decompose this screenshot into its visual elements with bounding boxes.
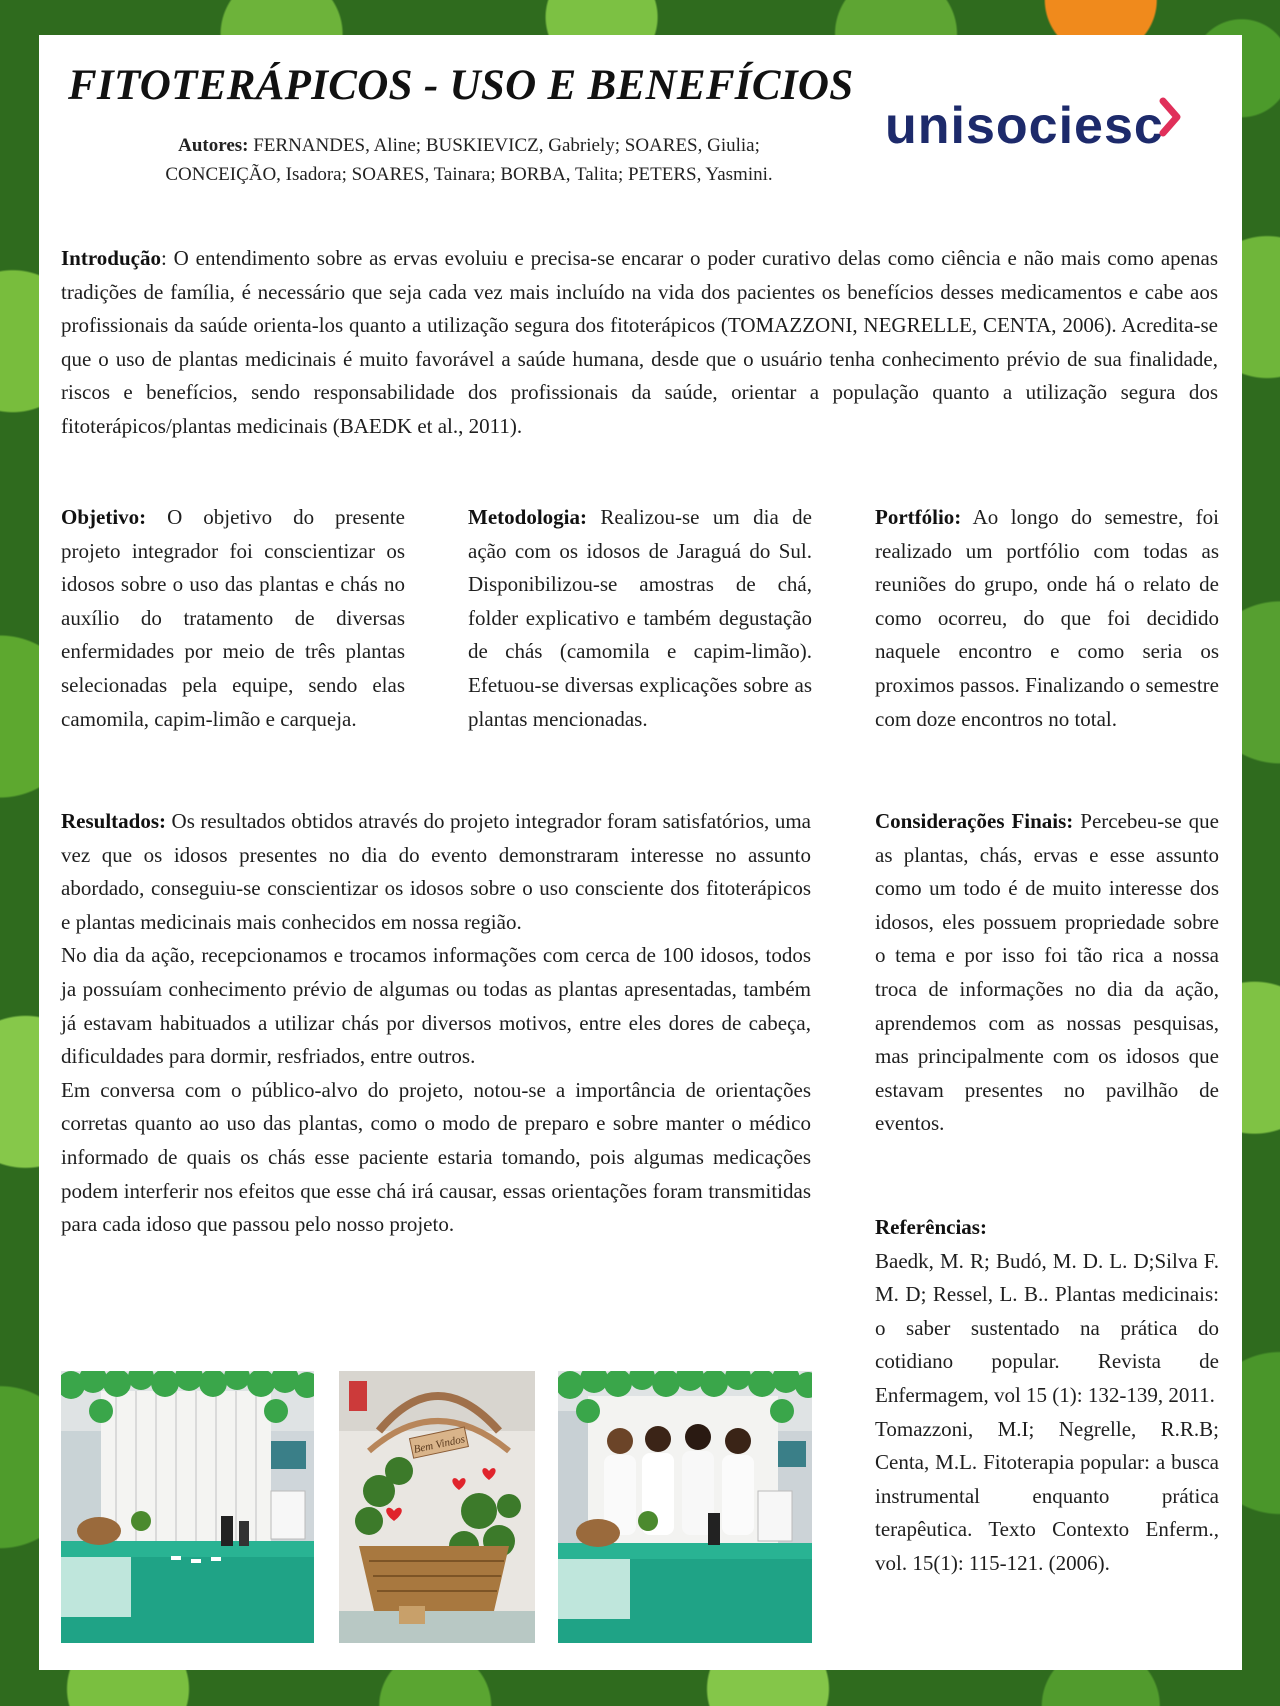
section-resultados <box>61 805 811 1242</box>
poster-panel <box>39 35 1242 1670</box>
introducao-text: : O entendimento sobre as ervas evoluiu e precisa-se encarar o poder curativo delas como ciência e não mais como apenas tradições de família, é necessário que seja cada vez mais incluído na vida dos pacientes os benefícios desses medicamentos e cabe aos profissionais da saúde orienta-los quanto a utilização segura dos fitoterápicos (TOMAZZONI, NEGRELLE, CENTA, 2006). Acredita-se que o uso de plantas medicinais é muito favorável a saúde humana, desde que o usuário tenha conhecimento prévio de sua finalidade, riscos e benefícios, sendo responsabilidade dos profissionais da saúde, orientar a população quanto a utilização segura dos fitoterápicos/plantas medicinais (BAEDK et al., 2011). <box>61 246 1218 438</box>
event-photo-basket <box>339 1371 535 1643</box>
introducao-heading: Introdução <box>61 246 161 270</box>
resultados-paragraph-1 <box>61 805 811 939</box>
section-referencias <box>875 1211 1219 1581</box>
poster-title: FITOTERÁPICOS - USO E BENEFÍCIOS <box>68 62 854 109</box>
logo-text: unisociesc <box>885 97 1164 155</box>
referencias-heading: Referências: <box>875 1215 987 1239</box>
resultados-p2: No dia da ação, recepcionamos e trocamos informações com cerca de 100 idosos, todos ja possuíam conhecimento prévio de algumas ou todas as plantas apresentadas, também já estavam habituados a utilizar chás por diversos motivos, entre eles dores de cabeça, dificuldades para dormir, resfriados, entre outros. <box>61 943 811 1069</box>
reference-2: Tomazzoni, M.I; Negrelle, R.R.B; Centa, M.L. Fitoterapia popular: a busca instrumental enquanto prática terapêutica. Texto Contexto Enferm., vol. 15(1): 115-121. (2006). <box>875 1416 1219 1575</box>
authors <box>149 131 789 189</box>
resultados-p1: Os resultados obtidos através do projeto integrador foram satisfatórios, uma vez que os idosos presentes no dia do evento demonstraram interesse no assunto abordado, conseguiu-se conscientizar os idosos sobre o uso consciente dos fitoterápicos e plantas medicinais mais conhecidos em nossa região. <box>61 809 811 934</box>
unisociesc-logo <box>885 95 1185 155</box>
consideracoes-text: Percebeu-se que as plantas, chás, ervas e esse assunto como um todo é de muito interesse dos idosos, eles possuem propriedade sobre o tema e por isso foi tão rica a nossa troca de informações no dia da ação, aprendemos com as nossas pesquisas, mas principalmente com os idosos que estavam presentes no pavilhão de eventos. <box>875 809 1219 1136</box>
objetivo-heading: Objetivo: <box>61 505 147 529</box>
event-photo-table <box>61 1371 314 1643</box>
section-objetivo <box>61 501 405 736</box>
resultados-p3: Em conversa com o público-alvo do projeto, notou-se a importância de orientações corretas quanto ao uso das plantas, como o modo de preparo e sobre manter o médico informado de quais os chás esse paciente estaria tomando, pois algumas medicações podem interferir nos efeitos que esse chá irá causar, essas orientações foram transmitidas para cada idoso que passou pelo nosso projeto. <box>61 1077 811 1237</box>
welcome-sign-text: Bem Vindos <box>412 1433 467 1456</box>
consideracoes-heading: Considerações Finais: <box>875 809 1074 833</box>
logo-chevron-icon <box>1163 101 1177 133</box>
section-introducao <box>61 242 1218 444</box>
metodologia-heading: Metodologia: <box>468 505 587 529</box>
portfolio-text: Ao longo do semestre, foi realizado um portfólio com todas as reuniões do grupo, onde há o relato de como ocorreu, do que foi decidido naquele encontro e como seria os proximos passos. Finalizando o semestre com doze encontros no total. <box>875 505 1219 731</box>
authors-label: Autores: <box>178 135 249 156</box>
reference-1: Baedk, M. R; Budó, M. D. L. D;Silva F. M. D; Ressel, L. B.. Plantas medicinais: o saber sustentado na prática do cotidiano popular. Revista de Enfermagem, vol 15 (1): 132-139, 2011. <box>875 1248 1219 1407</box>
portfolio-heading: Portfólio: <box>875 505 962 529</box>
authors-names: FERNANDES, Aline; BUSKIEVICZ, Gabriely; SOARES, Giulia; CONCEIÇÃO, Isadora; SOARES, Tainara; BORBA, Talita; PETERS, Yasmini. <box>165 135 773 185</box>
resultados-heading: Resultados: <box>61 809 167 833</box>
section-portfolio <box>875 501 1219 736</box>
section-consideracoes-finais <box>875 805 1219 1141</box>
metodologia-text: Realizou-se um dia de ação com os idosos de Jaraguá do Sul. Disponibilizou-se amostras de chá, folder explicativo e também degustação de chás (camomila e capim-limão). Efetuou-se diversas explicações sobre as plantas mencionadas. <box>468 505 812 731</box>
objetivo-text: O objetivo do presente projeto integrador foi conscientizar os idosos sobre o uso das plantas e chás no auxílio do tratamento de diversas enfermidades por meio de três plantas selecionadas pela equipe, sendo elas camomila, capim-limão e carqueja. <box>61 505 405 731</box>
event-photo-team <box>558 1371 812 1643</box>
section-metodologia <box>468 501 812 736</box>
